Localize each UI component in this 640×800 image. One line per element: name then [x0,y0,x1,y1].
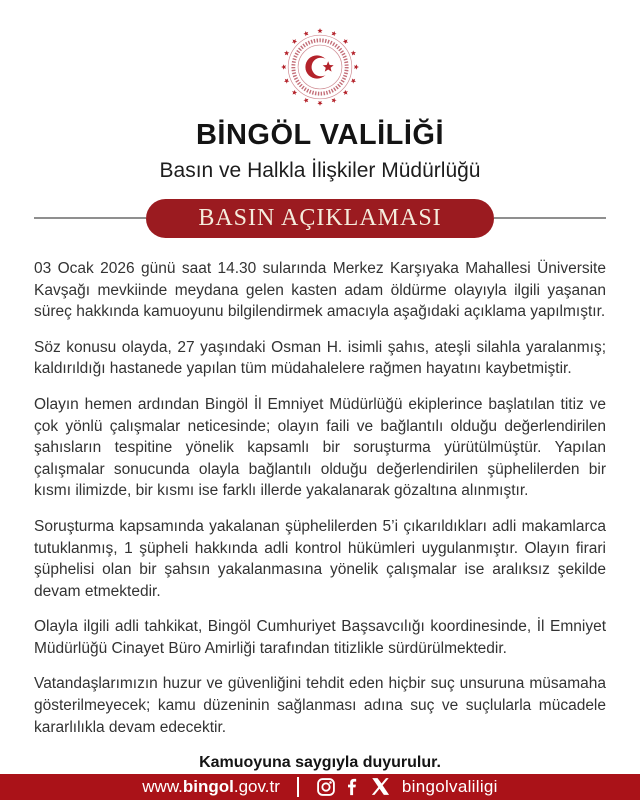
facebook-icon[interactable] [343,777,363,797]
press-release-paragraph: Olayın hemen ardından Bingöl İl Emniyet Müdürlüğü ekiplerince başlatılan titiz ve çok yönlü çalışmalar neticesinde; olayın faili ve bağlantılı olduğu değerlendirilen şahısların tespitine yönelik kapsamlı bir soruşturma yürütülmüştür. Yapılan çalışmalar sonucunda olayla bağlantılı olduğu değerlendirilen şüphelilerden bir kısmı ilimizde, bir kısmı ise farklı illerde yakalanarak gözaltına alınmıştır. [34,395,606,500]
page-title: BİNGÖL VALİLİĞİ [195,119,445,151]
closing-statement: Kamuoyuna saygıyla duyurulur. [199,754,441,772]
footer-bar [0,774,640,800]
banner-label: BASIN AÇIKLAMASI [146,199,494,238]
x-icon[interactable] [370,776,391,797]
website-suffix: .gov.tr [233,776,280,796]
press-release-paragraph: 03 Ocak 2026 günü saat 14.30 sularında Merkez Karşıyaka Mahallesi Üniversite Kavşağı mevkiinde meydana gelen kasten adam öldürme olayıyla ilgili yaşanan süreç hakkında kamuoyunu bilgilendirmek amacıyla aşağıdaki açıklama yapılmıştır. [34,259,606,321]
header [0,0,640,182]
press-statement-banner [34,199,606,238]
banner-left-line [34,217,146,219]
website-prefix: www. [142,776,183,796]
press-release-paragraph: Vatandaşlarımızın huzur ve güvenliğini tehdit eden hiçbir suç unsuruna müsamaha gösterilmeyecek; kamu düzeninin sağlanması adına suç ve suçlularla mücadele kararlılıkla devam edecektir. [34,675,606,736]
press-release-body [0,238,640,774]
interior-ministry-seal-icon [277,24,363,110]
press-release-paragraph: Söz konusu olayda, 27 yaşındaki Osman H. isimli şahıs, ateşli silahla yaralanmış; kaldırıldığı hastanede yapılan tüm müdahalelere rağmen hayatını kaybetmiştir. [34,338,606,378]
banner-right-line [494,217,606,219]
press-release-paragraph: Soruşturma kapsamında yakalanan şüphelilerden 5’i çıkarıldıkları adli makamlarca tutuklanmış, 1 şüpheli hakkında adli kontrol hükümleri uygulanmıştır. Olayın firari şüphelisi olan bir şahsın yakalanmasına yönelik çalışmalar ise aralıksız şekilde devam etmektedir. [34,517,606,600]
website-link[interactable] [142,777,280,797]
footer-separator [297,777,299,797]
social-media-link[interactable] [316,776,498,797]
instagram-icon[interactable] [316,777,336,797]
page-subtitle: Basın ve Halkla İlişkiler Müdürlüğü [159,158,481,182]
press-release-paragraph: Olayla ilgili adli tahkikat, Bingöl Cumhuriyet Başsavcılığı koordinesinde, İl Emniyet Müdürlüğü Cinayet Büro Amirliği tarafından titizlikle sürdürülmektedir. [34,618,606,657]
social-handle: bingolvaliligi [401,776,498,796]
website-bold: bingol [182,776,234,796]
